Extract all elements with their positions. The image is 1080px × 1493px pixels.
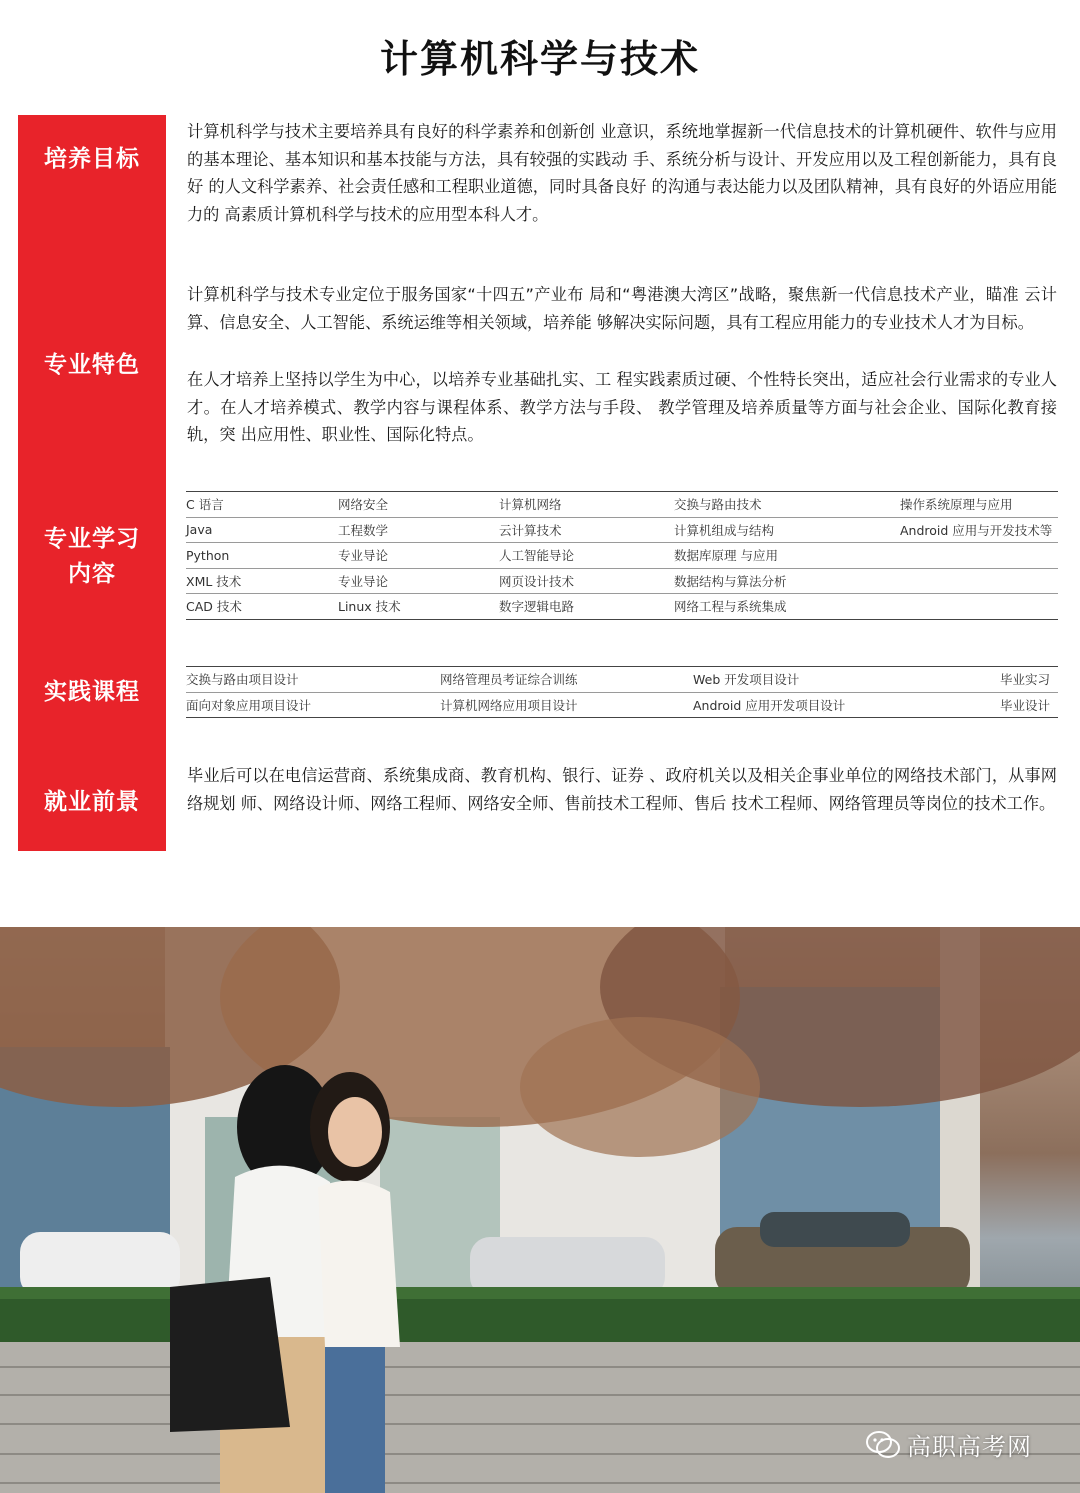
course-cell: 云计算技术 [499,522,562,538]
practice-course-table [186,666,1058,718]
course-cell: 毕业实习 [999,672,1050,688]
course-cell: 交换与路由项目设计 [186,672,299,688]
course-cell: Java [186,522,213,538]
feature-text-2: 在人才培养上坚持以学生为中心，以培养专业基础扎实、工 程实践素质过硬、个性特长突出，适应社会行业需求的专业人 才。在人才培养模式、教学内容与课程体系、教学方法与手段、 教学管理及培养质量等方面与社会企业、国际化教育接轨，突 出应用性、职业性、国际化特点。 [187,370,1057,444]
watermark-text: 高职高考网 [907,1433,1032,1461]
course-cell: 数据库原理 与应用 [674,548,778,564]
page-title: 计算机科学与技术 [379,37,700,81]
label-career: 就业前景 [44,789,140,815]
table-row [186,543,1058,569]
course-cell: XML 技术 [186,573,242,589]
course-cell [900,568,1058,594]
course-cell: Python [186,547,230,563]
table-row [186,692,1058,718]
course-cell: 数据结构与算法分析 [674,573,787,589]
label-practice: 实践课程 [44,679,140,705]
section-sidebar [18,115,166,851]
course-cell: 网络安全 [338,497,389,513]
label-study [18,522,166,592]
table-row [186,594,1058,620]
watermark [865,1427,1032,1462]
campus-photo-illustration [0,927,1080,1493]
course-cell [900,594,1058,620]
course-cell: 工程数学 [338,522,389,538]
course-cell: Android 应用开发项目设计 [693,697,846,713]
course-cell: 操作系统原理与应用 [900,497,1013,513]
course-cell: 网络工程与系统集成 [674,599,787,615]
course-cell: CAD 技术 [186,599,242,615]
course-cell: 计算机网络应用项目设计 [440,697,578,713]
goal-text: 计算机科学与技术主要培养具有良好的科学素养和创新创 业意识，系统地掌握新一代信息技术的计算机硬件、软件与应用 的基本理论、基本知识和基本技能与方法，具有较强的实践动 手、系统分析与设计、开发应用以及工程创新能力，具有良好 的人文科学素养、社会责任感和工程职业道德，同时具备良好 的沟通与表达能力以及团队精神，具有良好的外语应用能力的 高素质计算机科学与技术的应用型本科人才。 [187,122,1057,224]
label-study-line1: 专业学习 [44,526,140,552]
course-cell: 网页设计技术 [499,573,575,589]
course-cell [900,543,1058,569]
course-cell: 交换与路由技术 [674,497,762,513]
campus-photo [0,927,1080,1493]
course-cell: 网络管理员考证综合训练 [440,672,578,688]
course-cell: 人工智能导论 [499,548,575,564]
course-cell: 毕业设计 [999,697,1050,713]
label-study-line2: 内容 [68,561,116,587]
course-cell: Linux 技术 [338,599,401,615]
career-text: 毕业后可以在电信运营商、系统集成商、教育机构、银行、证券 、政府机关以及相关企事业单位的网络技术部门，从事网络规划 师、网络设计师、网络工程师、网络安全师、售前技术工程师、售后 技术工程师、网络管理员等岗位的技术工作。 [187,766,1057,813]
table-row [186,517,1058,543]
label-feature: 专业特色 [44,352,140,378]
table-row [186,492,1058,518]
course-cell: 面向对象应用项目设计 [186,697,312,713]
wechat-icon [865,1430,901,1460]
label-goal: 培养目标 [44,146,140,172]
course-cell: 专业导论 [338,573,389,589]
feature-text-1: 计算机科学与技术专业定位于服务国家“十四五”产业布 局和“粤港澳大湾区”战略，聚焦新一代信息技术产业，瞄准 云计算、信息安全、人工智能、系统运维等相关领域，培养能 够解决实际问题，具有工程应用能力的专业技术人才为目标。 [187,285,1057,332]
course-cell: 计算机网络 [499,497,562,513]
table-row [186,568,1058,594]
course-cell: Android 应用与开发技术等 [900,522,1053,538]
course-cell: 专业导论 [338,548,389,564]
course-cell: Web 开发项目设计 [693,672,800,688]
course-cell: 计算机组成与结构 [674,522,775,538]
study-course-table [186,491,1058,620]
course-cell: C 语言 [186,497,224,513]
table-row [186,667,1058,693]
course-cell: 数字逻辑电路 [499,599,575,615]
